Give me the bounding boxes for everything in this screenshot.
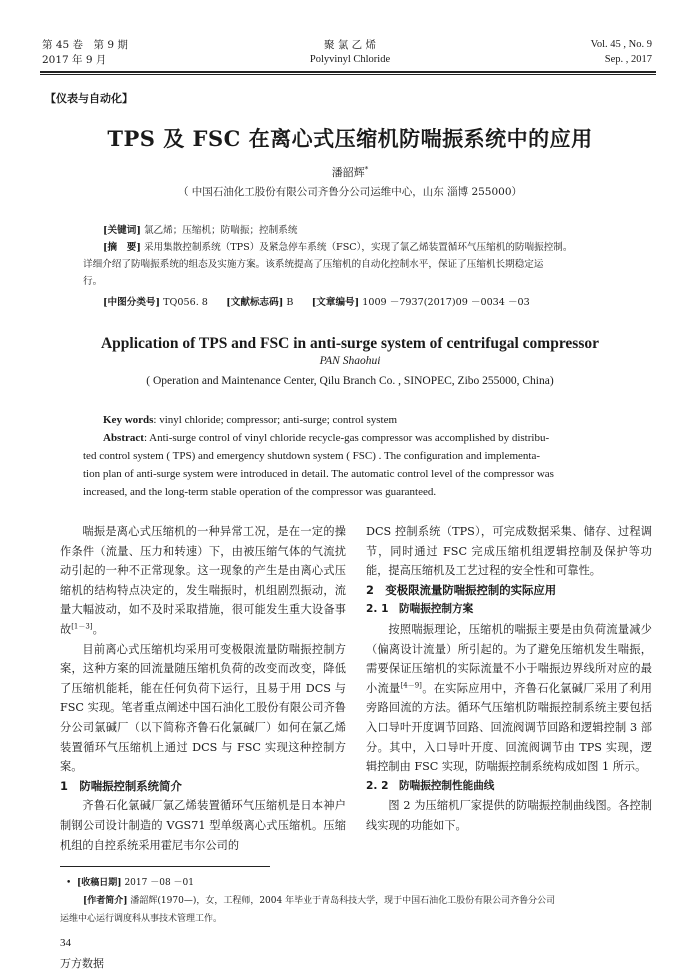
abstract-en-line1 — [103, 430, 549, 447]
keywords-label: [关键词] — [103, 225, 141, 236]
section-2-2-heading: 2. 2 防喘振控制性能曲线 — [366, 779, 495, 792]
abstract-label: [摘 要] — [103, 242, 141, 253]
body-right-column — [366, 522, 652, 836]
footnote-rule — [60, 866, 270, 867]
citation-1-3: [1－3] — [71, 622, 93, 631]
body-paragraph-3: 齐鲁石化氯碱厂氯乙烯装置循环气压缩机是日本神户制钢公司设计制造的 VGS71 型单级离心式压缩机。压缩机组的自控系统采用霍尼韦尔公司的 — [60, 799, 346, 852]
keywords-en-text: : vinyl chloride; compressor; anti-surge; control system — [153, 414, 398, 426]
doc-value: B — [286, 297, 294, 308]
body-left-column — [60, 522, 346, 855]
author-name: 潘韶辉 — [331, 166, 365, 179]
header-volume: 第 45 卷 第 9 期 — [42, 39, 128, 51]
abstract-cn-line1 — [103, 240, 663, 255]
body-paragraph-6: 图 2 为压缩机厂家提供的防喘振控制曲线图。各控制线实现的功能如下。 — [366, 799, 652, 832]
header-rule — [40, 71, 656, 73]
footnote-bullet: • — [66, 878, 72, 888]
abstract-en-line2: ted control system ( TPS) and emergency shutdown system ( FSC) . The configuration and implementa- — [83, 450, 541, 462]
clc-label: [中图分类号] — [103, 297, 161, 308]
article-label: [文章编号] — [311, 297, 360, 308]
abstract-en-text-1: : Anti-surge control of vinyl chloride recycle-gas compressor was accomplished by distribu- — [143, 432, 550, 444]
header-date-en: Sep. , 2017 — [604, 54, 652, 65]
body-paragraph-1: 喘振是离心式压缩机的一种异常工况，是在一定的操作条件（流量、压力和转速）下，由被压缩气体的气流扰动引起的一种不正常现象。这一现象的产生是由离心式压缩机的结构特点决定的，发生喘振时，机组剧烈振动，流量大幅波动，如不及时采取措施，很可能发生重大设备事故[1－3]。 — [60, 525, 346, 636]
header-volume-en: Vol. 45 , No. 9 — [590, 39, 652, 50]
keywords-en — [103, 412, 397, 429]
clc-value: TQ056. 8 — [163, 297, 208, 308]
article-value: 1009 －7937(2017)09 －0034 －03 — [362, 297, 530, 308]
abstract-en-line4: increased, and the long-term stable operation of the compressor was guaranteed. — [83, 486, 437, 498]
bio-label: [作者简介] — [83, 896, 128, 906]
keywords-en-label: Key words — [103, 414, 154, 426]
abstract-en-line3: tion plan of anti-surge system were introduced in detail. The automatic control level of the compressor was — [83, 468, 554, 480]
bio-text-1: 潘韶辉(1970—)，女，工程师，2004 年毕业于青岛科技大学，现于中国石油化工股份有限公司齐鲁分公司 — [130, 896, 556, 906]
english-affiliation: ( Operation and Maintenance Center, Qilu Branch Co. , SINOPEC, Zibo 255000, China) — [146, 375, 554, 387]
page-number: 34 — [60, 937, 71, 949]
abstract-cn-line2: 详细介绍了防喘振系统的组态及实施方案。该系统提高了压缩机的自动化控制水平，保证了压缩机长期稳定运 — [83, 259, 544, 270]
section-tag: 【仪表与自动化】 — [45, 92, 133, 105]
section-2-heading: 2 变极限流量防喘振控制的实际应用 — [366, 582, 557, 597]
citation-4-9: [4－9] — [400, 681, 422, 690]
section-2-1-heading: 2. 1 防喘振控制方案 — [366, 603, 474, 616]
english-author: PAN Shaohui — [319, 355, 381, 367]
abstract-text-1: 采用集散控制系统（TPS）及紧急停车系统（FSC），实现了氯乙烯装置循环气压缩机的防喘振控制。 — [143, 242, 573, 253]
abstract-cn-line3: 行。 — [83, 276, 103, 287]
footnote-bio-line1 — [83, 894, 555, 909]
header-date: 2017 年 9 月 — [42, 54, 107, 66]
doc-label: [文献标志码] — [226, 297, 284, 308]
body-paragraph-4: DCS 控制系统（TPS），可完成数据采集、储存、过程调节，同时通过 FSC 完成压缩机组逻辑控制及保护等功能，提高压缩机及工艺过程的安全性和可靠性。 — [366, 525, 652, 578]
english-title: Application of TPS and FSC in anti-surge system of centrifugal compressor — [100, 335, 599, 352]
body-paragraph-2: 目前离心式压缩机均采用可变极限流量防喘振控制方案，这种方案的回流量随压缩机负荷的改变而改变，降低了压缩机能耗，能在任何负荷下运行，且易于用 DCS 与 FSC 实现。笔者重点阐述中国石油化工股份有限公司齐鲁分公司氯碱厂（以下简称齐鲁石化氯碱厂）如何在氯乙烯装置循环气压缩机上通过 DCS 与 FSC 实现这种控制方案。 — [60, 642, 346, 774]
received-date: 2017 －08 －01 — [124, 878, 194, 888]
footnote-received — [66, 876, 194, 891]
page-title: TPS 及 FSC 在离心式压缩机防喘振系统中的应用 — [107, 126, 593, 151]
affiliation: （ 中国石油化工股份有限公司齐鲁分公司运维中心，山东 淄博 255000） — [177, 186, 523, 198]
keywords-text: 氯乙烯；压缩机；防喘振；控制系统 — [143, 225, 298, 236]
author-mark: * — [364, 165, 369, 174]
header-journal-cn: 聚 氯 乙 烯 — [323, 39, 376, 51]
header-rule-thin — [40, 74, 656, 75]
abstract-en-label: Abstract — [103, 432, 144, 444]
received-label: [收稿日期] — [77, 878, 122, 888]
body-paragraph-5: 按照喘振理论，压缩机的喘振主要是由负荷流量减少（偏离设计流量）所引起的。为了避免压缩机发生喘振，需要保证压缩机的实际流量不小于喘振边界线所对应的最小流量[4－9]。在实际应用中，齐鲁石化氯碱厂采用了利用旁路回流的方法。循环气压缩机防喘振控制系统主要包括入口导叶开度调节回路、回流阀调节回路和逻辑控制 3 部分。其中，入口导叶开度、回流阀调节由 TPS 实现，逻辑控制由 FSC 实现，防喘振控制系统构成如图 1 所示。 — [366, 622, 652, 774]
classification — [103, 295, 530, 310]
section-1-heading: 1 防喘振控制系统简介 — [60, 778, 182, 793]
keywords-cn — [103, 223, 633, 238]
watermark: 万方数据 — [60, 957, 104, 970]
footnote-bio-line2: 运维中心运行调度科从事技术管理工作。 — [60, 914, 223, 924]
author — [0, 164, 700, 180]
header-journal-en: Polyvinyl Chloride — [309, 54, 391, 65]
